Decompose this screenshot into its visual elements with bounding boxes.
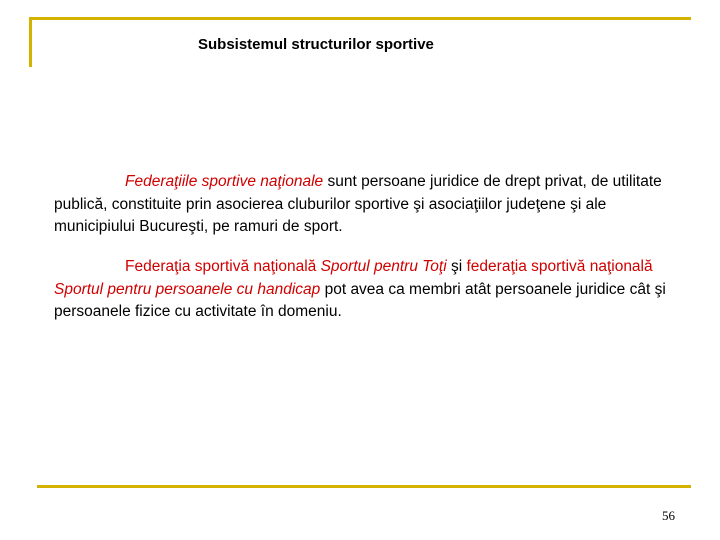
slide-title: Subsistemul structurilor sportive (198, 36, 434, 53)
frame-top-line (29, 17, 691, 20)
paragraph-federatia-sportiva (54, 256, 674, 324)
term-sportul-pentru-toti: Sportul pentru Toţi (320, 258, 447, 275)
term-federatii-nationale: Federaţiile sportive naţionale (125, 173, 324, 190)
paragraph-2-part-1: Federaţia sportivă naţională (125, 258, 321, 275)
term-sportul-persoane-handicap: Sportul pentru persoanele cu handicap (54, 280, 321, 298)
paragraph-federatii (54, 171, 674, 239)
page-number: 56 (662, 508, 675, 523)
frame-bottom-line (37, 485, 691, 488)
paragraph-2-part-4: federaţia sportivă naţională (466, 258, 653, 275)
paragraph-2-part-6: pot avea ca membri atât persoanele juridice cât şi persoanele fizice cu activitate în domeniu. (54, 280, 666, 320)
frame-left-line (29, 17, 32, 67)
paragraph-1-text: sunt persoane juridice de drept privat, de utilitate publică, constituite prin asocierea cluburilor sportive şi asociaţiilor judeţene şi ale municipiului Bucureşti, pe ramuri de sport. (54, 173, 662, 235)
paragraph-2-part-3: şi (446, 258, 467, 275)
